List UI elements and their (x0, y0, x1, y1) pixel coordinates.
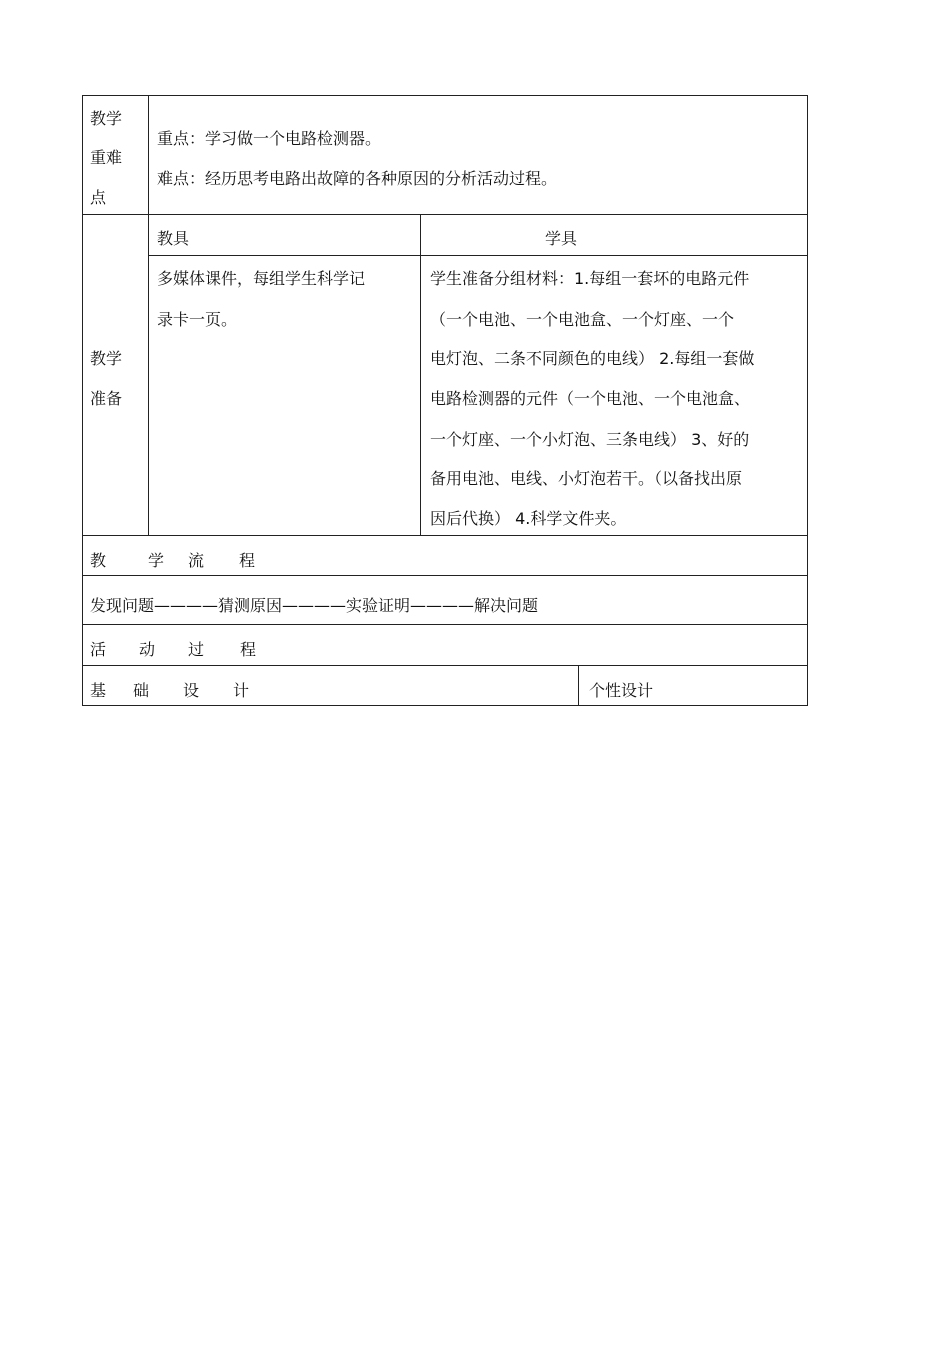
student-tools-line: 电路检测器的元件（一个电池、一个电池盒、 (430, 389, 751, 408)
flow-heading-char: 程 (239, 551, 256, 570)
difficulty-text: 难点：经历思考电路出故障的各种原因的分析活动过程。 (157, 169, 558, 188)
design-column-divider (578, 665, 579, 706)
row-divider-activity (82, 665, 808, 666)
basic-design-heading-char: 计 (233, 681, 250, 700)
personal-design-heading: 个性设计 (589, 681, 654, 700)
teacher-tools-line: 录卡一页。 (157, 310, 238, 329)
basic-design-heading (90, 681, 249, 701)
teacher-tools-header: 教具 (157, 229, 190, 248)
row-divider-tools-header (148, 255, 808, 256)
flow-heading-char: 学 (148, 551, 165, 570)
activity-heading-char: 动 (139, 640, 156, 659)
basic-design-heading-char: 础 (133, 681, 150, 700)
activity-heading-char: 活 (90, 640, 107, 659)
basic-design-heading-char: 基 (90, 681, 107, 700)
flow-heading (90, 551, 255, 571)
focus-text: 重点：学习做一个电路检测器。 (157, 129, 382, 148)
row-divider-key-points (82, 214, 808, 215)
label-column-divider (148, 95, 149, 536)
student-tools-line: 学生准备分组材料：1.每组一套坏的电路元件 (430, 269, 750, 288)
table-border-bottom (82, 705, 808, 706)
teacher-tools-line: 多媒体课件，每组学生科学记 (157, 269, 366, 288)
preparation-label-line: 准备 (90, 389, 123, 408)
key-points-label-line: 教学 (90, 109, 123, 128)
basic-design-heading-char: 设 (183, 681, 200, 700)
activity-heading-char: 过 (188, 640, 205, 659)
tools-column-divider (420, 214, 421, 536)
flow-heading-char: 流 (188, 551, 205, 570)
student-tools-header: 学具 (545, 229, 578, 248)
flow-text: 发现问题————猜测原因————实验证明————解决问题 (90, 596, 539, 615)
student-tools-line: （一个电池、一个电池盒、一个灯座、一个 (430, 310, 735, 329)
row-divider-preparation (82, 535, 808, 536)
student-tools-line: 电灯泡、二条不同颜色的电线） 2.每组一套做 (430, 349, 755, 368)
student-tools-line: 因后代换） 4.科学文件夹。 (430, 509, 627, 528)
row-divider-flow-heading (82, 575, 808, 576)
key-points-label-line: 重难 (90, 148, 123, 167)
activity-heading-char: 程 (240, 640, 257, 659)
key-points-label-line: 点 (90, 188, 107, 207)
table-border-top (82, 95, 808, 96)
preparation-label-line: 教学 (90, 349, 123, 368)
activity-heading (90, 640, 256, 660)
student-tools-line: 备用电池、电线、小灯泡若干。（以备找出原 (430, 469, 743, 488)
flow-heading-char: 教 (90, 551, 107, 570)
table-border-right (807, 95, 808, 706)
student-tools-line: 一个灯座、一个小灯泡、三条电线） 3、好的 (430, 430, 750, 449)
table-border-left (82, 95, 83, 706)
row-divider-flow-text (82, 624, 808, 625)
